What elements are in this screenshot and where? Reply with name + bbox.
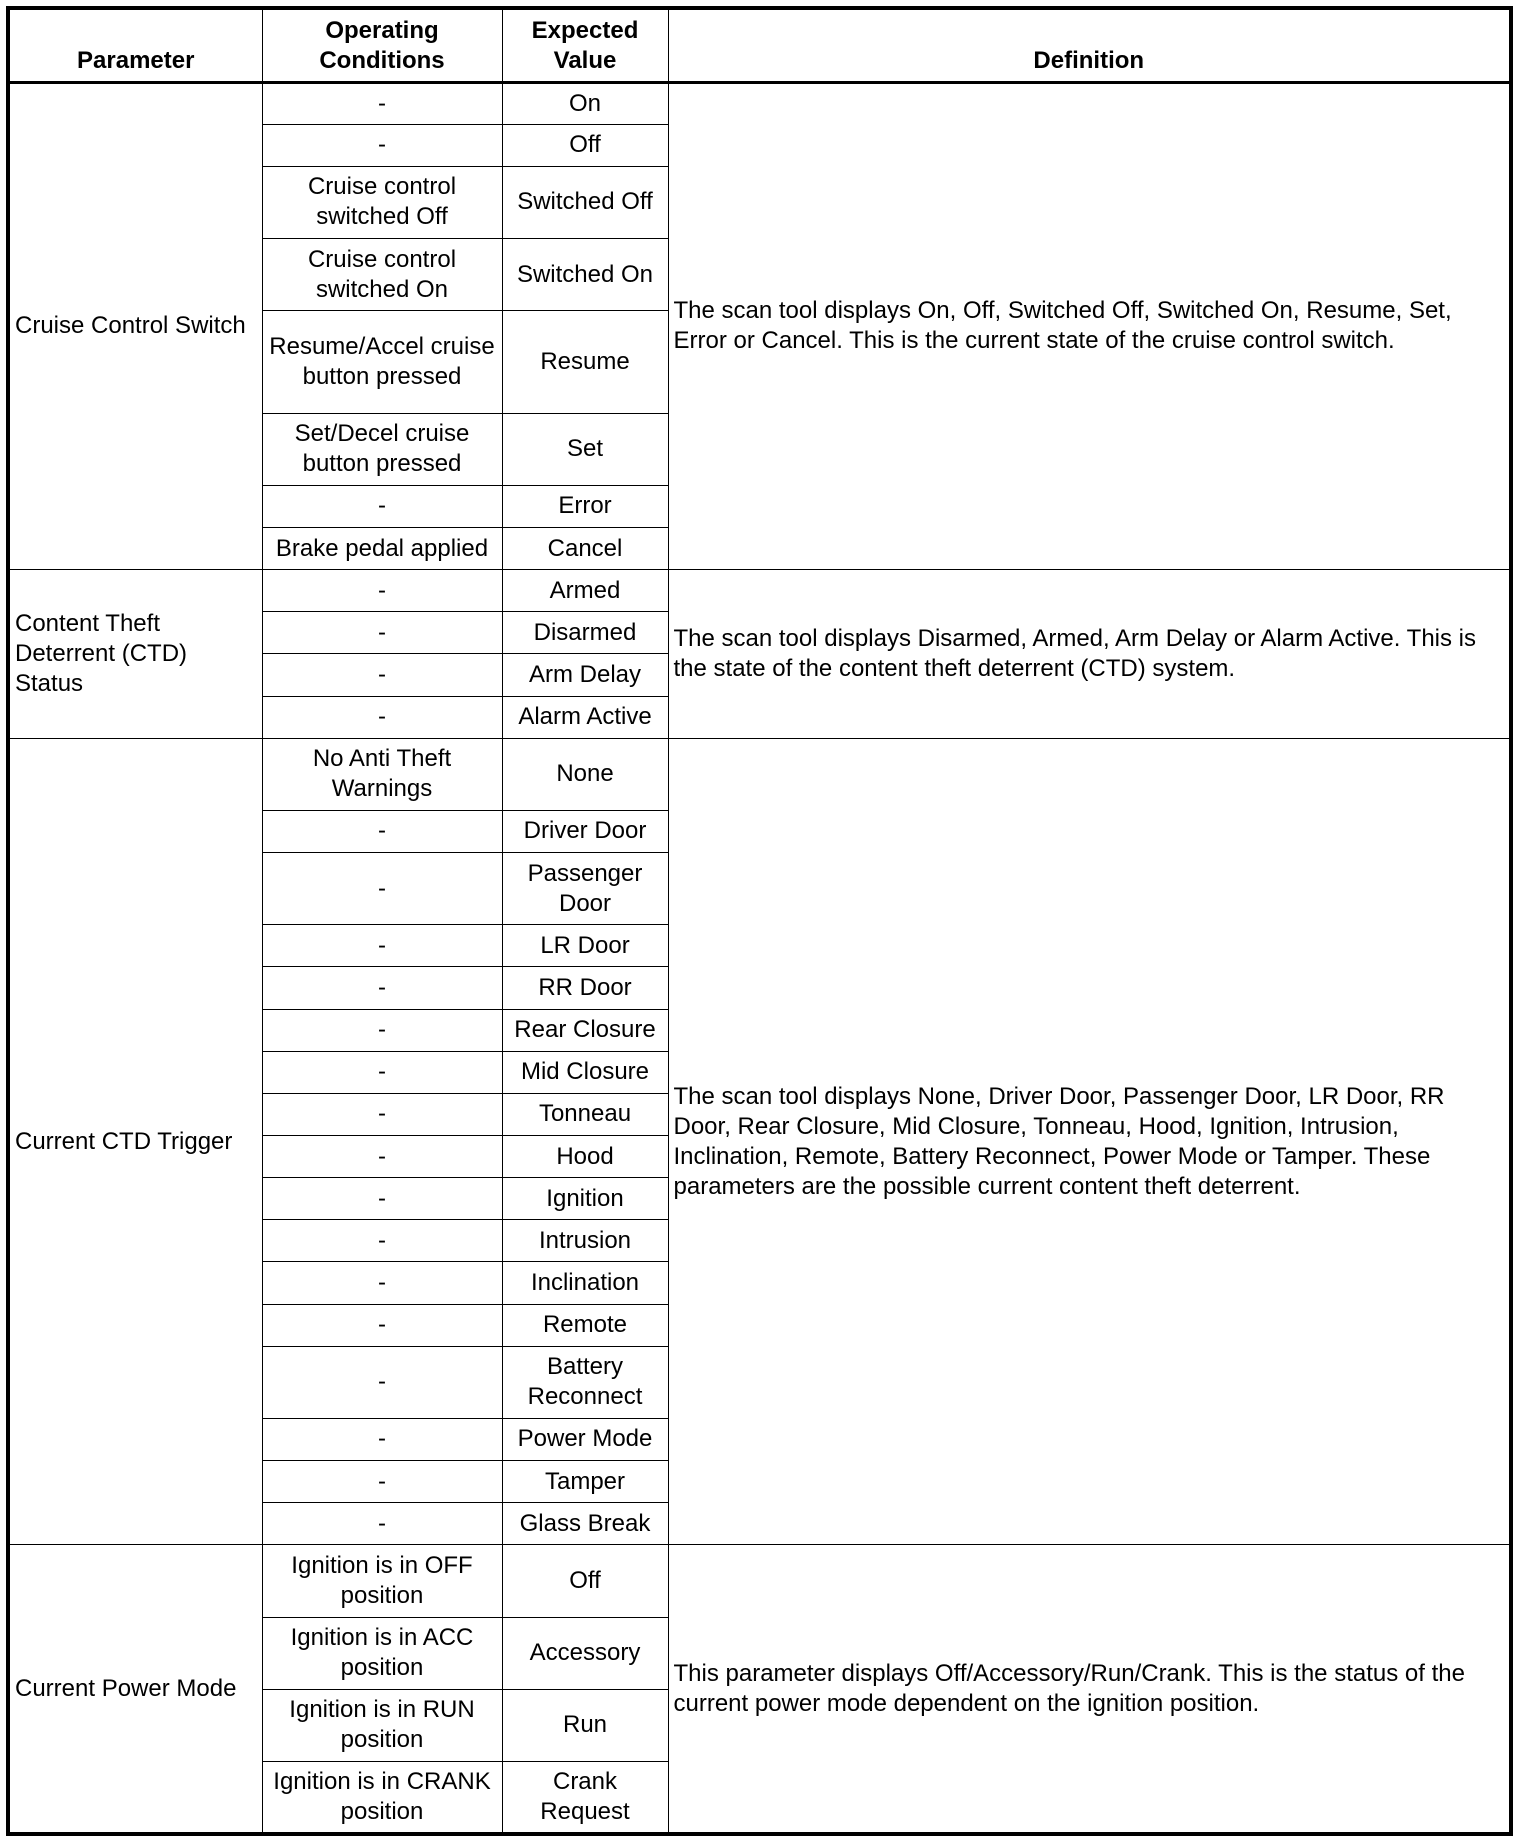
expected-value-cell: Set: [502, 413, 668, 485]
operating-condition-cell: -: [262, 1304, 502, 1346]
parameter-cell: Current Power Mode: [8, 1545, 262, 1834]
expected-value-cell: Passenger Door: [502, 853, 668, 925]
operating-condition-cell: -: [262, 810, 502, 852]
table-row: [8, 1545, 1511, 1617]
expected-value-cell: Intrusion: [502, 1220, 668, 1262]
operating-condition-cell: Ignition is in ACC position: [262, 1617, 502, 1689]
expected-value-cell: Error: [502, 485, 668, 527]
expected-value-cell: LR Door: [502, 925, 668, 967]
expected-value-cell: Cancel: [502, 527, 668, 569]
expected-value-cell: Crank Request: [502, 1762, 668, 1834]
operating-condition-cell: Set/Decel cruise button pressed: [262, 413, 502, 485]
operating-condition-cell: Resume/Accel cruise button pressed: [262, 311, 502, 413]
header-parameter: Parameter: [8, 8, 262, 82]
expected-value-cell: Tamper: [502, 1461, 668, 1503]
expected-value-cell: Off: [502, 1545, 668, 1617]
expected-value-cell: Remote: [502, 1304, 668, 1346]
parameter-cell: Content Theft Deterrent (CTD) Status: [8, 570, 262, 739]
expected-value-cell: Switched On: [502, 239, 668, 311]
operating-condition-cell: Brake pedal applied: [262, 527, 502, 569]
expected-value-cell: Arm Delay: [502, 654, 668, 696]
expected-value-cell: Mid Closure: [502, 1051, 668, 1093]
expected-value-cell: Inclination: [502, 1262, 668, 1304]
operating-condition-cell: -: [262, 1418, 502, 1460]
header-operating-conditions: Operating Conditions: [262, 8, 502, 82]
operating-condition-cell: -: [262, 485, 502, 527]
operating-condition-cell: Ignition is in RUN position: [262, 1689, 502, 1761]
expected-value-cell: Accessory: [502, 1617, 668, 1689]
expected-value-cell: On: [502, 82, 668, 124]
parameter-cell: Cruise Control Switch: [8, 82, 262, 570]
table-row: [8, 738, 1511, 810]
header-row: [8, 8, 1511, 82]
operating-condition-cell: -: [262, 1346, 502, 1418]
expected-value-cell: Glass Break: [502, 1503, 668, 1545]
expected-value-cell: RR Door: [502, 967, 668, 1009]
expected-value-cell: Tonneau: [502, 1093, 668, 1135]
expected-value-cell: Resume: [502, 311, 668, 413]
table-row: [8, 570, 1511, 612]
operating-condition-cell: -: [262, 1262, 502, 1304]
operating-condition-cell: Ignition is in CRANK position: [262, 1762, 502, 1834]
expected-value-cell: Power Mode: [502, 1418, 668, 1460]
expected-value-cell: Armed: [502, 570, 668, 612]
expected-value-cell: Run: [502, 1689, 668, 1761]
expected-value-cell: Rear Closure: [502, 1009, 668, 1051]
expected-value-cell: Disarmed: [502, 612, 668, 654]
header-definition: Definition: [668, 8, 1511, 82]
expected-value-cell: Alarm Active: [502, 696, 668, 738]
operating-condition-cell: Cruise control switched Off: [262, 166, 502, 238]
operating-condition-cell: No Anti Theft Warnings: [262, 738, 502, 810]
expected-value-cell: Switched Off: [502, 166, 668, 238]
operating-condition-cell: -: [262, 570, 502, 612]
operating-condition-cell: -: [262, 82, 502, 124]
expected-value-cell: None: [502, 738, 668, 810]
header-expected-value: Expected Value: [502, 8, 668, 82]
table-body: [8, 82, 1511, 1834]
table-row: [8, 82, 1511, 124]
operating-condition-cell: -: [262, 696, 502, 738]
operating-condition-cell: -: [262, 1009, 502, 1051]
expected-value-cell: Driver Door: [502, 810, 668, 852]
operating-condition-cell: Ignition is in OFF position: [262, 1545, 502, 1617]
definition-cell: The scan tool displays On, Off, Switched Off, Switched On, Resume, Set, Error or Cancel. This is the current state of the cruise control switch.: [668, 82, 1511, 570]
operating-condition-cell: -: [262, 1135, 502, 1177]
operating-condition-cell: -: [262, 1220, 502, 1262]
operating-condition-cell: -: [262, 1178, 502, 1220]
definition-cell: The scan tool displays None, Driver Door, Passenger Door, LR Door, RR Door, Rear Closure, Mid Closure, Tonneau, Hood, Ignition, Intrusion, Inclination, Remote, Battery Reconnect, Power Mode or Tamper. These parameters are the possible current content theft deterrent.: [668, 738, 1511, 1545]
definition-cell: This parameter displays Off/Accessory/Run/Crank. This is the status of the current power mode dependent on the ignition position.: [668, 1545, 1511, 1834]
expected-value-cell: Battery Reconnect: [502, 1346, 668, 1418]
expected-value-cell: Ignition: [502, 1178, 668, 1220]
operating-condition-cell: -: [262, 124, 502, 166]
parameter-cell: Current CTD Trigger: [8, 738, 262, 1545]
operating-condition-cell: -: [262, 1051, 502, 1093]
operating-condition-cell: -: [262, 1461, 502, 1503]
operating-condition-cell: -: [262, 1503, 502, 1545]
expected-value-cell: Hood: [502, 1135, 668, 1177]
operating-condition-cell: Cruise control switched On: [262, 239, 502, 311]
operating-condition-cell: -: [262, 1093, 502, 1135]
expected-value-cell: Off: [502, 124, 668, 166]
operating-condition-cell: -: [262, 925, 502, 967]
operating-condition-cell: -: [262, 612, 502, 654]
definition-cell: The scan tool displays Disarmed, Armed, Arm Delay or Alarm Active. This is the state of the content theft deterrent (CTD) system.: [668, 570, 1511, 739]
operating-condition-cell: -: [262, 654, 502, 696]
operating-condition-cell: -: [262, 853, 502, 925]
operating-condition-cell: -: [262, 967, 502, 1009]
parameter-table: [6, 6, 1513, 1836]
